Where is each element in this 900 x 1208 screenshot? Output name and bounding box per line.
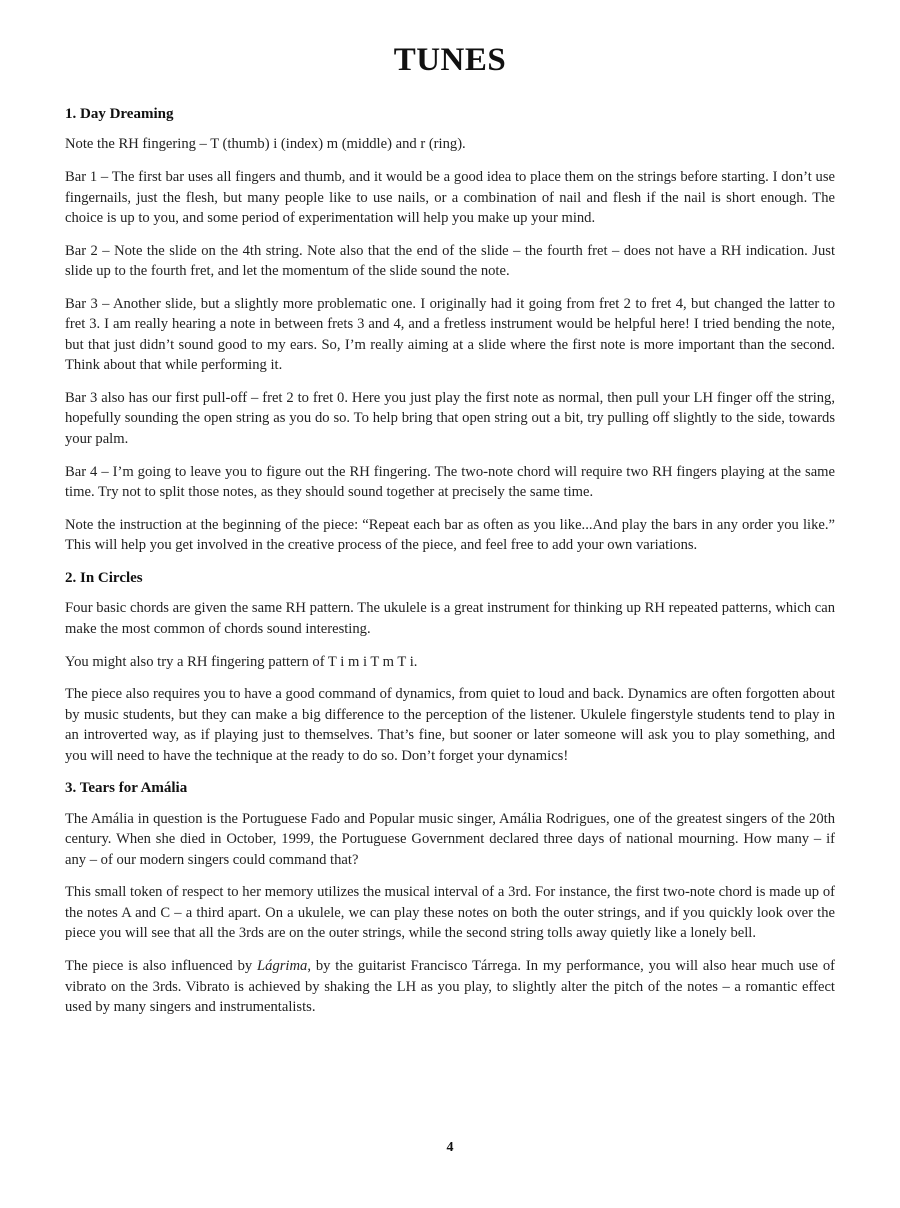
paragraph: The Amália in question is the Portuguese Fado and Popular music singer, Amália Rodrigues, one of the greatest singers of the 20th century. When she died in October, 1999, the Portuguese Government declared three days of national mourning. How many – if any – of our modern singers could command that? [65,810,835,868]
paragraph: The piece also requires you to have a good command of dynamics, from quiet to loud and back. Dynamics are often forgotten about by music students, but they can make a big difference to the perception of the listener. Ukulele fingerstyle students tend to play in an introverted way, as if playing just to themselves. That’s fine, but sooner or later someone will ask you to play something, and you will need to have the technique at the ready to do so. Don’t forget your dynamics! [65,686,835,764]
page-title: TUNES [393,42,507,78]
paragraph-text: , by the guitarist Francisco Tárrega. In my performance, you will also hear much use of vibrato on the 3rds. Vibrato is achieved by shaking the LH as you play, to slightly alter the pitch of the notes – a romantic effect used by many singers and instrumentalists. [65,958,835,1015]
page-number: 4 [446,1140,454,1155]
paragraph: Bar 4 – I’m going to leave you to figure out the RH fingering. The two-note chord will require two RH fingers playing at the same time. Try not to split those notes, as they should sound together at precisely the same time. [65,463,835,501]
paragraph: Bar 3 – Another slide, but a slightly more problematic one. I originally had it going from fret 2 to fret 4, but changed the latter to fret 3. I am really hearing a note in between frets 3 and 4, and a fretless instrument would be helpful here! I tried bending the note, but that just didn’t sound good to my ears. So, I’m really aiming at a slide where the first note is more important than the second. Think about that while performing it. [65,296,835,374]
paragraph: This small token of respect to her memory utilizes the musical interval of a 3rd. For instance, the first two-note chord is made up of the notes A and C – a third apart. On a ukulele, we can play these notes on both the outer strings, and if you quickly look over the piece you will see that all the 3rds are on the outer strings, while the second string tolls away quietly like a lonely bell. [65,884,835,942]
section-heading-tears-for-amalia: 3. Tears for Amália [65,780,188,797]
paragraph: Note the RH fingering – T (thumb) i (index) m (middle) and r (ring). [65,136,466,153]
paragraph: Note the instruction at the beginning of the piece: “Repeat each bar as often as you like...And play the bars in any order you like.” This will help you get involved in the creative process of the piece, and feel free to add your own variations. [65,516,835,554]
section-heading-day-dreaming: 1. Day Dreaming [65,106,174,122]
paragraph: Bar 1 – The first bar uses all fingers and thumb, and it would be a good idea to place them on the strings before starting. I don’t use fingernails, just the flesh, but many people like to use nails, or a combination of nail and flesh if the nail is short enough. The choice is up to you, and some period of experimentation will help you make up your mind. [65,169,835,227]
paragraph [65,956,835,1017]
paragraph: Four basic chords are given the same RH pattern. The ukulele is a great instrument for thinking up RH repeated patterns, which can make the most common of chords sound interesting. [65,600,835,637]
paragraph: Bar 3 also has our first pull-off – fret 2 to fret 0. Here you just play the first note as normal, then pull your LH finger off the string, hopefully sounding the open string as you do so. To help bring that open string out a bit, try pulling off slightly to the side, towards your palm. [65,390,835,447]
piece-title-italic: Lágrima [257,958,308,975]
paragraph: You might also try a RH fingering pattern of T i m i T m T i. [65,653,418,670]
paragraph: Bar 2 – Note the slide on the 4th string. Note also that the end of the slide – the fourth fret – does not have a RH indication. Just slide up to the fourth fret, and let the momentum of the slide sound the note. [65,242,835,280]
section-heading-in-circles: 2. In Circles [65,570,143,587]
paragraph-text: The piece is also influenced by [65,958,258,975]
page-content [65,104,835,1030]
